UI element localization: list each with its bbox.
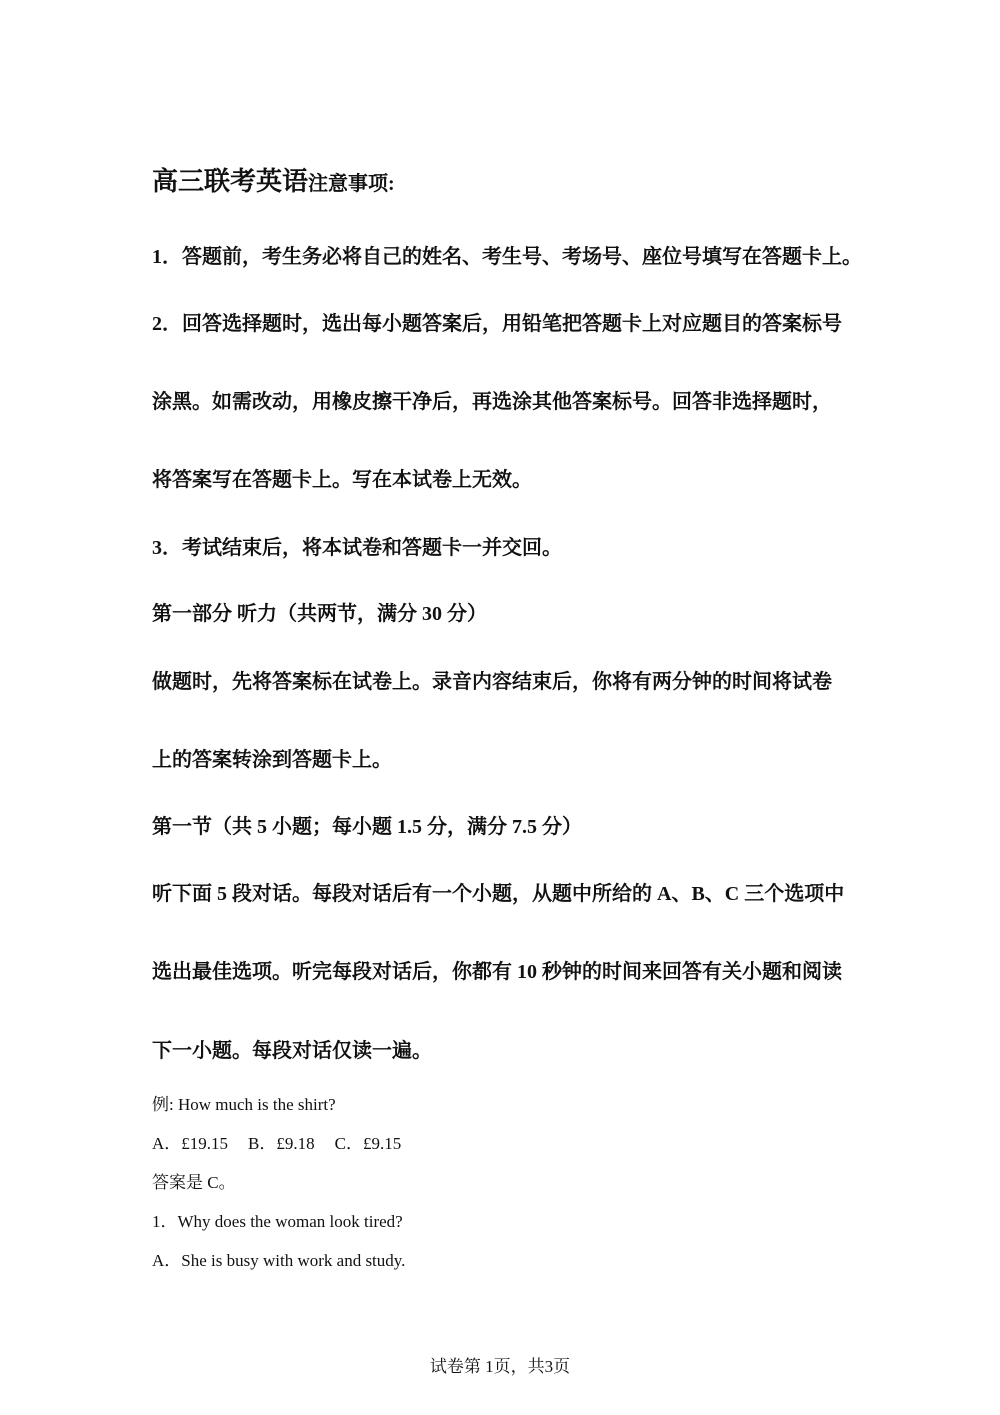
example-option: B．£9.18 [248,1134,315,1153]
question-text: 1．Why does the woman look tired? [152,1212,403,1231]
example-options [152,1133,421,1155]
exam-title: 高三联考英语 [152,167,309,196]
notice-heading: 注意事项: [308,173,395,195]
example-option: C．£9.15 [334,1134,402,1153]
instruction-line: 1．答题前，考生务必将自己的姓名、考生号、考场号、座位号填写在答题卡上。 [152,246,862,268]
instruction-line: 2．回答选择题时，选出每小题答案后，用铅笔把答题卡上对应题目的答案标号 [152,313,842,335]
section-intro-line: 下一小题。每段对话仅读一遍。 [152,1040,432,1062]
section-intro-line: 听下面 5 段对话。每段对话后有一个小题，从题中所给的 A、B、C 三个选项中 [152,883,845,905]
instruction-line: 涂黑。如需改动，用橡皮擦干净后，再选涂其他答案标号。回答非选择题时， [152,391,832,413]
example-answer: 答案是 C。 [152,1173,236,1192]
page-footer: 试卷第 1页，共3页 [429,1357,571,1376]
instruction-line: 3．考试结束后，将本试卷和答题卡一并交回。 [152,537,562,559]
part-intro-line: 做题时，先将答案标在试卷上。录音内容结束后，你将有两分钟的时间将试卷 [152,671,832,693]
question-option: A．She is busy with work and study. [152,1251,406,1270]
part-heading: 第一部分 听力（共两节，满分 30 分） [152,603,487,625]
example-option: A．£19.15 [152,1134,229,1153]
page-title [152,167,395,196]
instruction-line: 将答案写在答题卡上。写在本试卷上无效。 [152,469,532,491]
part-intro-line: 上的答案转涂到答题卡上。 [152,749,392,771]
section-intro-line: 选出最佳选项。听完每段对话后，你都有 10 秒钟的时间来回答有关小题和阅读 [152,961,842,983]
section-heading: 第一节（共 5 小题；每小题 1.5 分，满分 7.5 分） [152,816,582,838]
example-question: 例: How much is the shirt? [152,1095,336,1114]
